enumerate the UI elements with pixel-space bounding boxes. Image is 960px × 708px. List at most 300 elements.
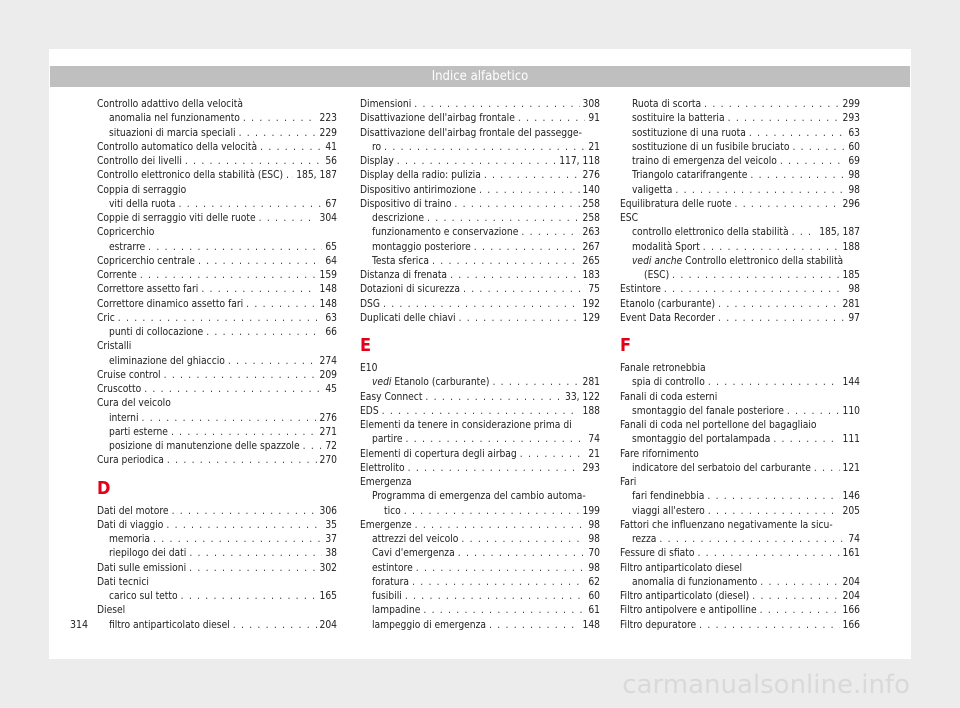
entry-page: 276	[582, 170, 600, 182]
leader-dots	[292, 169, 293, 183]
entry-text: Cavi d'emergenza	[372, 548, 455, 560]
index-entry	[97, 155, 337, 169]
entry-page: 74	[588, 434, 600, 446]
index-heading: Fanali di coda esterni	[620, 391, 718, 403]
entry-page: 204	[842, 576, 860, 588]
entry-text: lampeggio di emergenza	[372, 619, 487, 631]
entry-text: Easy Connect	[360, 391, 423, 403]
index-entry	[360, 255, 600, 269]
entry-text: parti esterne	[109, 426, 168, 438]
index-entry	[620, 505, 860, 519]
entry-page: 185	[842, 270, 860, 281]
leader-dots	[675, 184, 845, 198]
page-title: Indice alfabetico	[431, 69, 529, 84]
entry-page: 74	[848, 534, 860, 545]
index-heading: Fanale retronebbia	[620, 363, 706, 374]
entry-text: EDS	[360, 405, 379, 417]
leader-dots	[697, 547, 839, 561]
entry-page: 111	[842, 434, 860, 446]
entry-page: 91	[588, 113, 600, 125]
leader-dots	[425, 391, 562, 405]
crossref-target: Controllo elettronico della stabilità	[682, 255, 844, 267]
leader-dots	[427, 212, 579, 226]
leader-dots	[404, 505, 580, 519]
entry-text: punti di collocazione	[109, 327, 204, 338]
index-entry	[97, 426, 337, 440]
index-entry	[97, 141, 337, 155]
entry-page: 98	[848, 184, 860, 196]
entry-text: carico sul tetto	[109, 591, 178, 602]
leader-dots	[243, 112, 317, 126]
entry-text: Controllo dei livelli	[97, 156, 182, 167]
entry-page: 166	[842, 619, 860, 631]
entry-page: 117, 118	[559, 156, 600, 167]
leader-dots	[479, 184, 579, 198]
index-heading: Coppia di serraggio	[97, 184, 187, 196]
entry-page: 148	[319, 284, 337, 296]
entry-text: traino di emergenza del veicolo	[632, 156, 777, 167]
index-entry	[360, 269, 600, 283]
index-entry	[360, 505, 600, 519]
entry-text: Dimensioni	[360, 99, 412, 110]
leader-dots	[463, 283, 585, 297]
leader-dots	[734, 198, 839, 212]
page-header	[50, 66, 910, 87]
entry-page: 64	[325, 255, 337, 267]
index-entry	[97, 269, 337, 283]
leader-dots	[792, 226, 817, 240]
leader-dots	[450, 269, 579, 283]
entry-page: 229	[319, 127, 337, 139]
index-entry	[97, 241, 337, 255]
entry-text: Cruise control	[97, 369, 161, 381]
entry-text	[372, 376, 489, 390]
leader-dots	[118, 312, 323, 326]
entry-page: 265	[582, 255, 600, 267]
entry-text: sostituzione di una ruota	[632, 127, 746, 139]
crossref-label: vedi	[372, 377, 392, 389]
leader-dots	[672, 269, 839, 283]
index-entry	[360, 533, 600, 547]
leader-dots	[416, 562, 586, 576]
index-entry	[360, 562, 600, 576]
leader-dots	[780, 155, 845, 169]
entry-page: 33, 122	[565, 391, 600, 403]
entry-page: 185, 187	[819, 227, 860, 239]
entry-text: anomalia nel funzionamento	[109, 113, 240, 125]
index-heading: Fattori che influenzano negativamente la sicu-	[620, 519, 833, 531]
leader-dots	[474, 241, 580, 255]
entry-page: 267	[582, 241, 600, 253]
entry-text: Copricerchio centrale	[97, 255, 195, 267]
leader-dots	[228, 355, 317, 369]
leader-dots	[179, 198, 323, 212]
entry-text: spia di controllo	[632, 377, 705, 389]
index-entry	[97, 412, 337, 426]
entry-page: 72	[325, 441, 337, 452]
index-entry	[97, 619, 337, 633]
entry-text: modalità Sport	[632, 241, 700, 253]
leader-dots	[303, 440, 323, 454]
entry-text: Event Data Recorder	[620, 312, 715, 324]
index-entry	[360, 391, 600, 405]
entry-page: 276	[319, 412, 337, 424]
entry-page: 69	[848, 156, 860, 167]
entry-page: 188	[582, 405, 600, 417]
entry-page: 110	[842, 405, 860, 417]
leader-dots	[166, 519, 322, 533]
entry-text: Dati di viaggio	[97, 519, 164, 531]
leader-dots	[164, 369, 317, 383]
leader-dots	[703, 241, 840, 255]
entry-text: Duplicati delle chiavi	[360, 312, 456, 324]
leader-dots	[406, 433, 586, 447]
entry-text: Etanolo (carburante)	[620, 298, 716, 310]
index-heading: Elementi da tenere in considerazione prima di	[360, 420, 572, 431]
entry-page: 296	[842, 198, 860, 210]
leader-dots	[489, 619, 579, 633]
leader-dots	[664, 283, 845, 297]
leader-dots	[201, 283, 316, 297]
entry-page: 144	[842, 377, 860, 389]
entry-text: Ruota di scorta	[632, 99, 702, 110]
entry-page: 299	[842, 99, 860, 110]
entry-page: 98	[588, 519, 600, 531]
entry-page: 56	[325, 156, 337, 167]
index-entry	[620, 619, 860, 633]
leader-dots	[704, 98, 839, 112]
index-heading: Fare rifornimento	[620, 448, 699, 460]
index-entry	[360, 283, 600, 297]
entry-page: 258	[582, 198, 600, 210]
leader-dots	[814, 462, 840, 476]
entry-page: 148	[319, 298, 337, 310]
leader-dots	[787, 405, 840, 419]
leader-dots	[461, 533, 585, 547]
index-entry	[360, 604, 600, 618]
entry-page: 97	[848, 312, 860, 324]
entry-text: situazioni di marcia speciali	[109, 127, 236, 139]
entry-text: Dati del motore	[97, 505, 169, 517]
entry-text: Display della radio: pulizia	[360, 170, 481, 182]
entry-text: Filtro antiparticolato (diesel)	[620, 591, 750, 602]
index-entry	[620, 241, 860, 255]
index-heading: Controllo adattivo della velocità	[97, 99, 243, 110]
entry-text: DSG	[360, 298, 380, 310]
leader-dots	[189, 547, 322, 561]
index-entry	[620, 490, 860, 504]
index-entry	[620, 184, 860, 198]
leader-dots	[383, 298, 580, 312]
entry-text: Dispositivo antirimozione	[360, 184, 477, 196]
index-entry	[360, 547, 600, 561]
leader-dots	[414, 98, 579, 112]
entry-text: montaggio posteriore	[372, 241, 471, 253]
index-heading: Copricerchio	[97, 227, 155, 239]
leader-dots	[246, 298, 316, 312]
leader-dots	[189, 562, 316, 576]
index-entry	[620, 269, 860, 283]
index-heading: Fari	[620, 477, 637, 488]
index-entry	[360, 169, 600, 183]
index-heading: Programma di emergenza del cambio automa-	[372, 491, 586, 503]
entry-text: Equilibratura delle ruote	[620, 198, 732, 210]
entry-text: Estintore	[620, 284, 661, 296]
entry-page: 75	[588, 284, 600, 296]
index-entry	[360, 519, 600, 533]
index-entry	[360, 226, 600, 240]
index-entry	[97, 562, 337, 576]
leader-dots	[172, 505, 317, 519]
entry-text: anomalia di funzionamento	[632, 576, 758, 588]
leader-dots	[260, 141, 322, 155]
leader-dots	[423, 604, 585, 618]
index-entry	[620, 283, 860, 297]
entry-text: sostituire la batteria	[632, 113, 725, 125]
entry-text: Filtro antipolvere e antipolline	[620, 605, 757, 617]
leader-dots	[171, 426, 317, 440]
index-entry	[97, 255, 337, 269]
entry-text: descrizione	[372, 213, 425, 224]
entry-text: viti della ruota	[109, 198, 176, 210]
entry-page: 98	[588, 534, 600, 545]
index-entry	[360, 433, 600, 447]
leader-dots	[405, 590, 586, 604]
leader-dots	[708, 376, 840, 390]
index-entry	[360, 112, 600, 126]
index-entry	[97, 112, 337, 126]
index-entry	[620, 98, 860, 112]
entry-text: fari fendinebbia	[632, 491, 705, 503]
leader-dots	[233, 619, 317, 633]
index-entry	[97, 283, 337, 297]
entry-text: riepilogo dei dati	[109, 548, 187, 560]
index-heading: Fanali di coda nel portellone del bagagliaio	[620, 420, 817, 431]
entry-page: 161	[842, 548, 860, 560]
page-number: 314	[70, 619, 89, 631]
index-entry	[620, 590, 860, 604]
index-entry	[97, 383, 337, 397]
entry-page: 205	[842, 505, 860, 517]
index-heading: Cura del veicolo	[97, 398, 171, 410]
index-heading: E10	[360, 363, 378, 374]
index-entry	[360, 198, 600, 212]
index-entry	[97, 198, 337, 212]
entry-page: 146	[842, 491, 860, 503]
entry-page: 45	[325, 384, 337, 395]
entry-text: Dotazioni di sicurezza	[360, 284, 460, 296]
entry-page: 67	[325, 198, 337, 210]
index-entry	[97, 127, 337, 141]
leader-dots	[142, 412, 317, 426]
entry-text: estintore	[372, 562, 413, 574]
index-entry	[360, 241, 600, 255]
index-heading: Emergenza	[360, 477, 412, 488]
entry-text: Emergenze	[360, 519, 412, 531]
leader-dots	[382, 405, 580, 419]
entry-text: Display	[360, 156, 394, 167]
entry-page: 270	[319, 455, 337, 467]
leader-dots	[432, 255, 579, 269]
index-heading: Disattivazione dell'airbag frontale del passegge-	[360, 127, 582, 139]
index-entry	[97, 547, 337, 561]
entry-page: 293	[582, 462, 600, 474]
entry-page: 60	[848, 141, 860, 153]
entry-page: 165	[319, 591, 337, 602]
entry-text: tico	[384, 505, 401, 517]
index-entry	[360, 184, 600, 198]
index-entry	[620, 198, 860, 212]
section-letter: F	[620, 335, 632, 356]
entry-page: 66	[325, 327, 337, 338]
entry-text: Cruscotto	[97, 384, 142, 395]
index-entry	[97, 312, 337, 326]
entry-text: Cura periodica	[97, 455, 164, 467]
entry-text: indicatore del serbatoio del carburante	[632, 462, 811, 474]
entry-page: 65	[325, 241, 337, 253]
index-entry	[97, 440, 337, 454]
entry-text: lampadine	[372, 605, 421, 617]
entry-text: Coppie di serraggio viti delle ruote	[97, 213, 256, 224]
entry-text: Distanza di frenata	[360, 270, 448, 281]
leader-dots	[718, 312, 845, 326]
leader-dots	[459, 312, 580, 326]
entry-text: attrezzi del veicolo	[372, 534, 459, 545]
leader-dots	[518, 112, 585, 126]
index-entry	[360, 590, 600, 604]
index-entry	[97, 355, 337, 369]
entry-page: 63	[325, 312, 337, 324]
index-entry	[360, 448, 600, 462]
leader-dots	[458, 547, 586, 561]
entry-text: Controllo elettronico della stabilità (ESC) .	[97, 170, 289, 182]
index-heading: ESC	[620, 213, 639, 224]
index-entry	[360, 405, 600, 419]
index-heading: Diesel	[97, 605, 126, 617]
entry-text: Testa sferica	[372, 255, 430, 267]
entry-page: 306	[319, 505, 337, 517]
entry-text: sostituzione di un fusibile bruciato	[632, 141, 790, 153]
leader-dots	[760, 604, 840, 618]
index-entry	[620, 127, 860, 141]
entry-text: ro	[372, 141, 382, 153]
entry-text: Filtro depuratore	[620, 619, 697, 631]
entry-page: 271	[319, 426, 337, 438]
index-entry	[360, 155, 600, 169]
index-column-1	[97, 98, 337, 633]
entry-text: interni	[109, 412, 139, 424]
entry-text: Dispositivo di traino	[360, 198, 452, 210]
watermark: carmanualsonline.info	[622, 670, 910, 700]
entry-page: 263	[582, 227, 600, 239]
entry-page: 21	[588, 141, 600, 153]
leader-dots	[750, 169, 845, 183]
entry-text: smontaggio del fanale posteriore	[632, 405, 784, 417]
entry-page: 98	[848, 284, 860, 296]
index-entry	[360, 462, 600, 476]
index-entry	[620, 376, 860, 390]
index-entry	[360, 212, 600, 226]
entry-page: 304	[319, 213, 337, 224]
leader-dots	[659, 533, 845, 547]
index-entry	[360, 98, 600, 112]
index-heading: Filtro antiparticolato diesel	[620, 562, 743, 574]
entry-text: memoria	[109, 534, 151, 545]
leader-dots	[181, 590, 317, 604]
leader-dots	[144, 383, 322, 397]
entry-page: 148	[582, 619, 600, 631]
leader-dots	[718, 298, 839, 312]
entry-page: 121	[842, 462, 860, 474]
leader-dots	[792, 141, 845, 155]
entry-text: Cric	[97, 312, 115, 324]
leader-dots	[259, 212, 317, 226]
leader-dots	[384, 141, 585, 155]
entry-page: 209	[319, 369, 337, 381]
entry-page: 281	[842, 298, 860, 310]
entry-page: 192	[582, 298, 600, 310]
index-crossref	[620, 255, 860, 269]
index-entry	[360, 576, 600, 590]
entry-text: Disattivazione dell'airbag frontale	[360, 113, 515, 125]
entry-page: 293	[842, 113, 860, 125]
leader-dots	[415, 519, 586, 533]
index-entry	[97, 326, 337, 340]
leader-dots	[148, 241, 322, 255]
entry-page: 159	[319, 270, 337, 281]
leader-dots	[728, 112, 840, 126]
leader-dots	[760, 576, 839, 590]
entry-text: rezza	[632, 534, 657, 545]
entry-page: 223	[319, 113, 337, 125]
entry-text: controllo elettronico della stabilità	[632, 227, 789, 239]
leader-dots	[752, 590, 839, 604]
entry-page: 199	[582, 505, 600, 517]
entry-text: valigetta	[632, 184, 673, 196]
index-entry	[360, 312, 600, 326]
index-entry	[97, 590, 337, 604]
entry-page: 35	[325, 519, 337, 531]
entry-page: 129	[582, 312, 600, 324]
index-heading: Cristalli	[97, 341, 132, 353]
index-entry	[620, 547, 860, 561]
index-entry	[97, 519, 337, 533]
entry-text: viaggi all'estero	[632, 505, 705, 517]
entry-text: Triangolo catarifrangente	[632, 170, 748, 182]
index-entry	[360, 376, 600, 390]
entry-page: 21	[588, 448, 600, 460]
entry-text: eliminazione del ghiaccio	[109, 355, 225, 367]
leader-dots	[206, 326, 322, 340]
entry-page: 98	[588, 562, 600, 574]
entry-text: posizione di manutenzione delle spazzole	[109, 441, 300, 452]
entry-text: Correttore dinamico assetto fari	[97, 298, 244, 310]
leader-dots	[492, 376, 579, 390]
entry-page: 98	[848, 170, 860, 182]
leader-dots	[454, 198, 579, 212]
index-column-3	[620, 98, 860, 633]
leader-dots	[140, 269, 317, 283]
entry-page: 63	[848, 127, 860, 139]
index-entry	[620, 433, 860, 447]
entry-text: partire	[372, 434, 403, 446]
section-letter: D	[97, 477, 111, 499]
index-entry	[360, 141, 600, 155]
leader-dots	[397, 155, 556, 169]
index-entry	[620, 533, 860, 547]
entry-text: fusibili	[372, 591, 402, 602]
leader-dots	[708, 505, 840, 519]
